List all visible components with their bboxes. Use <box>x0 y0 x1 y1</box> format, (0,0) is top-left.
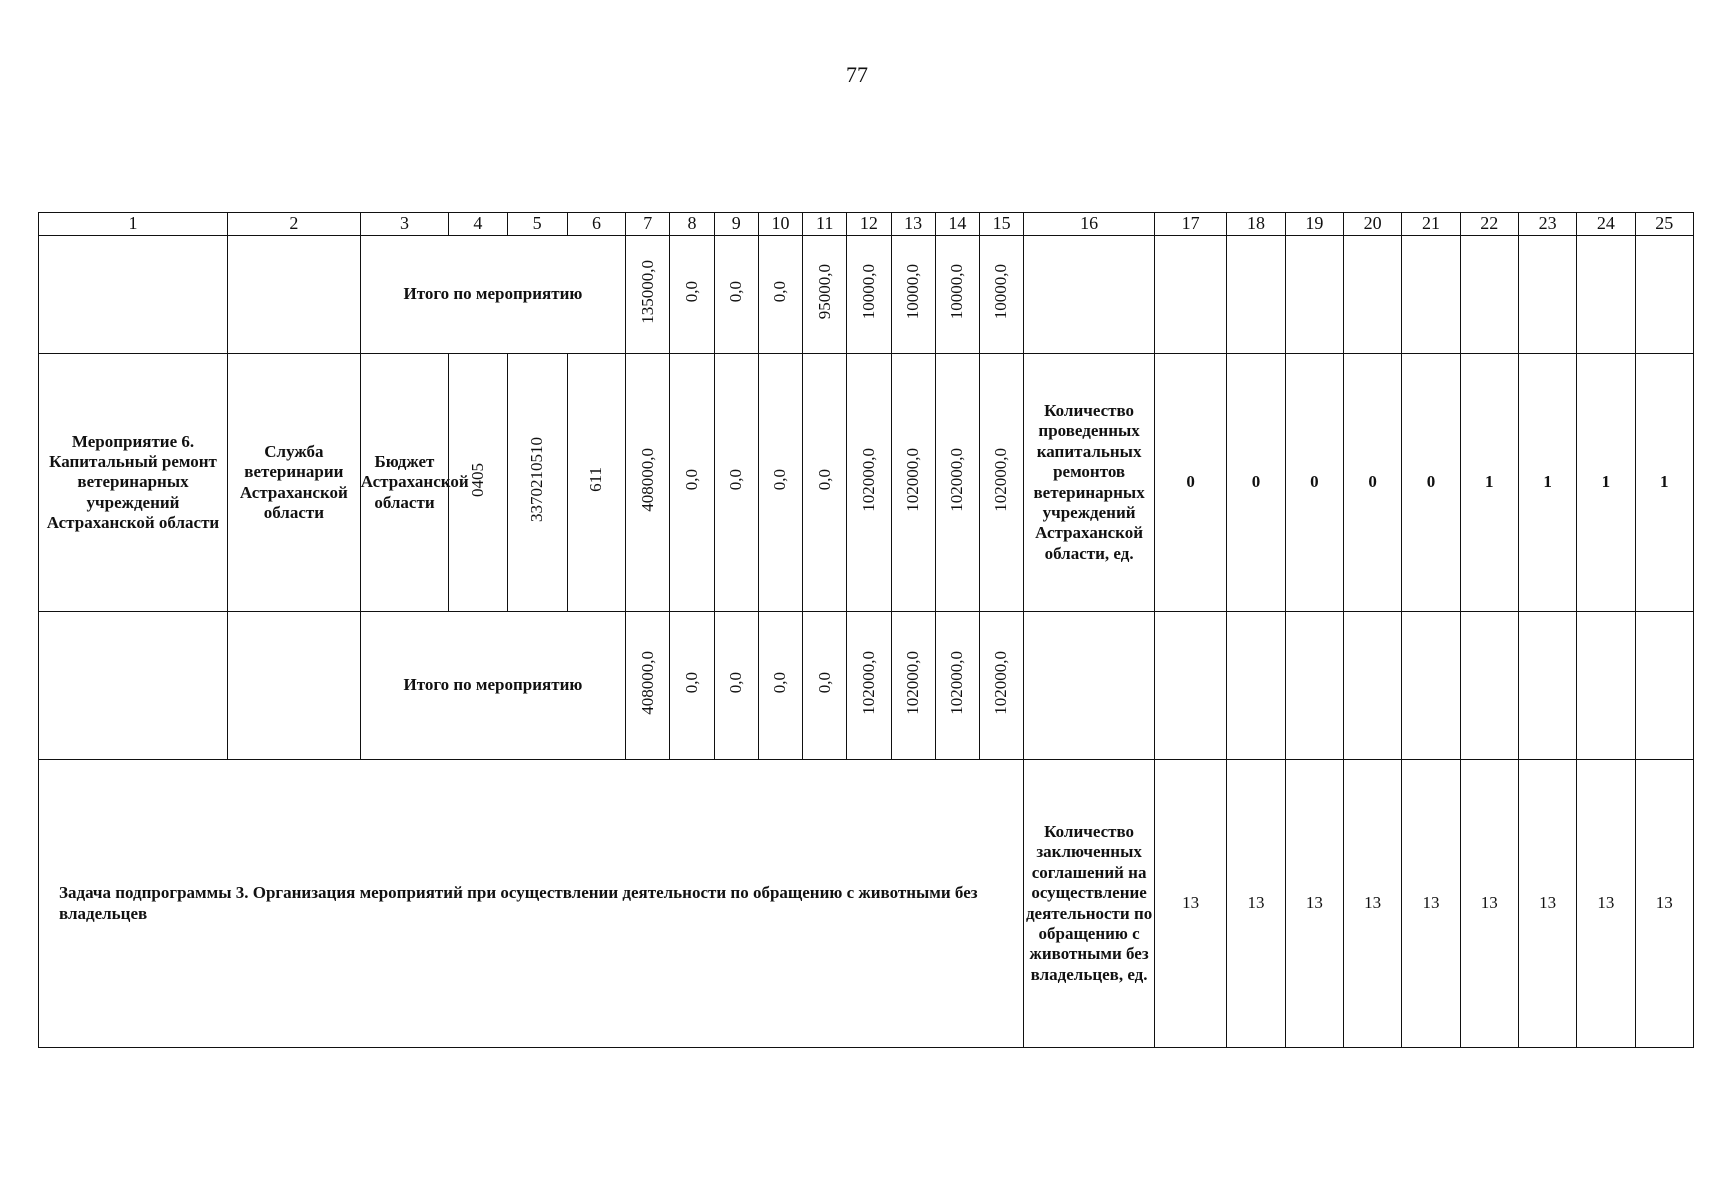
amount-value: 95000,0 <box>814 264 834 320</box>
amount-value: 408000,0 <box>637 650 657 715</box>
amount-cell <box>626 612 670 760</box>
amount-cell <box>758 236 802 354</box>
amount-cell <box>670 612 714 760</box>
amount-cell <box>758 354 802 612</box>
measure-6-row <box>39 354 1694 612</box>
amount-cell <box>670 354 714 612</box>
amount-cell <box>891 612 935 760</box>
amount-value: 0,0 <box>814 469 834 491</box>
code-section: 0405 <box>467 462 487 497</box>
column-header: 16 <box>1024 213 1155 236</box>
empty-cell <box>1154 612 1226 760</box>
task-3-row <box>39 760 1694 1048</box>
code-cell <box>507 354 567 612</box>
amount-value: 10000,0 <box>947 264 967 320</box>
indicator-value: 13 <box>1227 760 1285 1048</box>
column-header: 14 <box>935 213 979 236</box>
amount-cell <box>891 354 935 612</box>
task-description: Задача подпрограммы 3. Организация мероприятий при осуществлении деятельности по обращению с животными без владельцев <box>39 760 1024 1048</box>
amount-cell <box>847 236 891 354</box>
empty-cell <box>228 236 361 354</box>
empty-cell <box>1635 612 1693 760</box>
column-header: 7 <box>626 213 670 236</box>
code-cell <box>567 354 625 612</box>
amount-cell <box>935 236 979 354</box>
measure-name: Мероприятие 6. Капитальный ремонт ветеринарных учреждений Астраханской области <box>39 354 228 612</box>
amount-cell <box>935 612 979 760</box>
indicator-value: 0 <box>1402 354 1460 612</box>
amount-value: 408000,0 <box>637 447 657 512</box>
empty-cell <box>1154 236 1226 354</box>
column-header: 3 <box>360 213 448 236</box>
amount-value: 102000,0 <box>991 650 1011 715</box>
column-header: 15 <box>980 213 1024 236</box>
code-article: 3370210510 <box>526 437 546 523</box>
amount-value: 102000,0 <box>858 447 878 512</box>
column-header: 17 <box>1154 213 1226 236</box>
amount-value: 102000,0 <box>991 447 1011 512</box>
amount-cell <box>847 612 891 760</box>
indicator-value: 13 <box>1343 760 1401 1048</box>
indicator-value: 1 <box>1635 354 1693 612</box>
column-header: 8 <box>670 213 714 236</box>
amount-value: 135000,0 <box>637 259 657 324</box>
indicator-value: 13 <box>1154 760 1226 1048</box>
amount-value: 102000,0 <box>858 650 878 715</box>
column-header: 23 <box>1518 213 1576 236</box>
amount-cell <box>891 236 935 354</box>
column-header: 4 <box>449 213 507 236</box>
amount-cell <box>803 354 847 612</box>
empty-cell <box>1343 612 1401 760</box>
empty-cell <box>228 612 361 760</box>
indicator-value: 13 <box>1402 760 1460 1048</box>
column-header: 19 <box>1285 213 1343 236</box>
total-label: Итого по мероприятию <box>360 236 625 354</box>
column-header: 6 <box>567 213 625 236</box>
amount-value: 102000,0 <box>947 447 967 512</box>
amount-cell <box>670 236 714 354</box>
empty-cell <box>1402 612 1460 760</box>
total-label: Итого по мероприятию <box>360 612 625 760</box>
total-row-1 <box>39 236 1694 354</box>
page-number: 77 <box>846 62 868 87</box>
amount-value: 0,0 <box>681 281 701 303</box>
empty-cell <box>1024 612 1155 760</box>
empty-cell <box>39 612 228 760</box>
amount-cell <box>980 612 1024 760</box>
amount-cell <box>714 236 758 354</box>
total-row-2 <box>39 612 1694 760</box>
code-type: 611 <box>586 467 606 493</box>
amount-cell <box>847 354 891 612</box>
amount-cell <box>626 236 670 354</box>
empty-cell <box>39 236 228 354</box>
empty-cell <box>1635 236 1693 354</box>
empty-cell <box>1227 236 1285 354</box>
indicator-value: 13 <box>1577 760 1635 1048</box>
indicator-value: 0 <box>1343 354 1401 612</box>
column-header: 18 <box>1227 213 1285 236</box>
column-header: 24 <box>1577 213 1635 236</box>
amount-value: 0,0 <box>770 469 790 491</box>
amount-value: 0,0 <box>770 281 790 303</box>
header-row <box>39 213 1694 236</box>
column-header: 20 <box>1343 213 1401 236</box>
column-header: 13 <box>891 213 935 236</box>
empty-cell <box>1285 612 1343 760</box>
measure-executor: Служба ветеринарии Астраханской области <box>228 354 361 612</box>
indicator-value: 0 <box>1154 354 1226 612</box>
amount-cell <box>935 354 979 612</box>
funding-source: Бюджет Астраханской области <box>360 354 448 612</box>
empty-cell <box>1285 236 1343 354</box>
empty-cell <box>1577 612 1635 760</box>
amount-value: 10000,0 <box>902 264 922 320</box>
indicator-value: 1 <box>1460 354 1518 612</box>
indicator-name: Количество проведенных капитальных ремонтов ветеринарных учреждений Астраханской области, ед. <box>1024 354 1155 612</box>
amount-value: 0,0 <box>726 469 746 491</box>
indicator-value: 0 <box>1285 354 1343 612</box>
column-header: 2 <box>228 213 361 236</box>
column-header: 22 <box>1460 213 1518 236</box>
empty-cell <box>1518 612 1576 760</box>
amount-cell <box>714 354 758 612</box>
amount-value: 0,0 <box>681 469 701 491</box>
indicator-value: 13 <box>1518 760 1576 1048</box>
amount-cell <box>980 236 1024 354</box>
amount-value: 10000,0 <box>991 264 1011 320</box>
amount-value: 0,0 <box>726 672 746 694</box>
indicator-value: 0 <box>1227 354 1285 612</box>
amount-value: 0,0 <box>681 672 701 694</box>
empty-cell <box>1343 236 1401 354</box>
column-header: 9 <box>714 213 758 236</box>
amount-value: 10000,0 <box>858 264 878 320</box>
indicator-value: 13 <box>1460 760 1518 1048</box>
amount-value: 102000,0 <box>902 650 922 715</box>
amount-cell <box>758 612 802 760</box>
column-header: 25 <box>1635 213 1693 236</box>
column-header: 12 <box>847 213 891 236</box>
indicator-value: 1 <box>1577 354 1635 612</box>
indicator-value: 13 <box>1635 760 1693 1048</box>
column-header: 1 <box>39 213 228 236</box>
amount-cell <box>803 236 847 354</box>
amount-value: 0,0 <box>814 672 834 694</box>
amount-value: 0,0 <box>770 672 790 694</box>
empty-cell <box>1460 236 1518 354</box>
indicator-name: Количество заключенных соглашений на осуществление деятельности по обращению с животными без владельцев, ед. <box>1024 760 1155 1048</box>
amount-value: 0,0 <box>726 281 746 303</box>
amount-cell <box>803 612 847 760</box>
amount-cell <box>626 354 670 612</box>
amount-value: 102000,0 <box>902 447 922 512</box>
empty-cell <box>1460 612 1518 760</box>
amount-cell <box>714 612 758 760</box>
amount-cell <box>980 354 1024 612</box>
empty-cell <box>1024 236 1155 354</box>
column-header: 10 <box>758 213 802 236</box>
column-header: 5 <box>507 213 567 236</box>
indicator-value: 13 <box>1285 760 1343 1048</box>
empty-cell <box>1577 236 1635 354</box>
program-table <box>38 212 1694 1048</box>
column-header: 11 <box>803 213 847 236</box>
empty-cell <box>1227 612 1285 760</box>
amount-value: 102000,0 <box>947 650 967 715</box>
empty-cell <box>1518 236 1576 354</box>
empty-cell <box>1402 236 1460 354</box>
indicator-value: 1 <box>1518 354 1576 612</box>
column-header: 21 <box>1402 213 1460 236</box>
